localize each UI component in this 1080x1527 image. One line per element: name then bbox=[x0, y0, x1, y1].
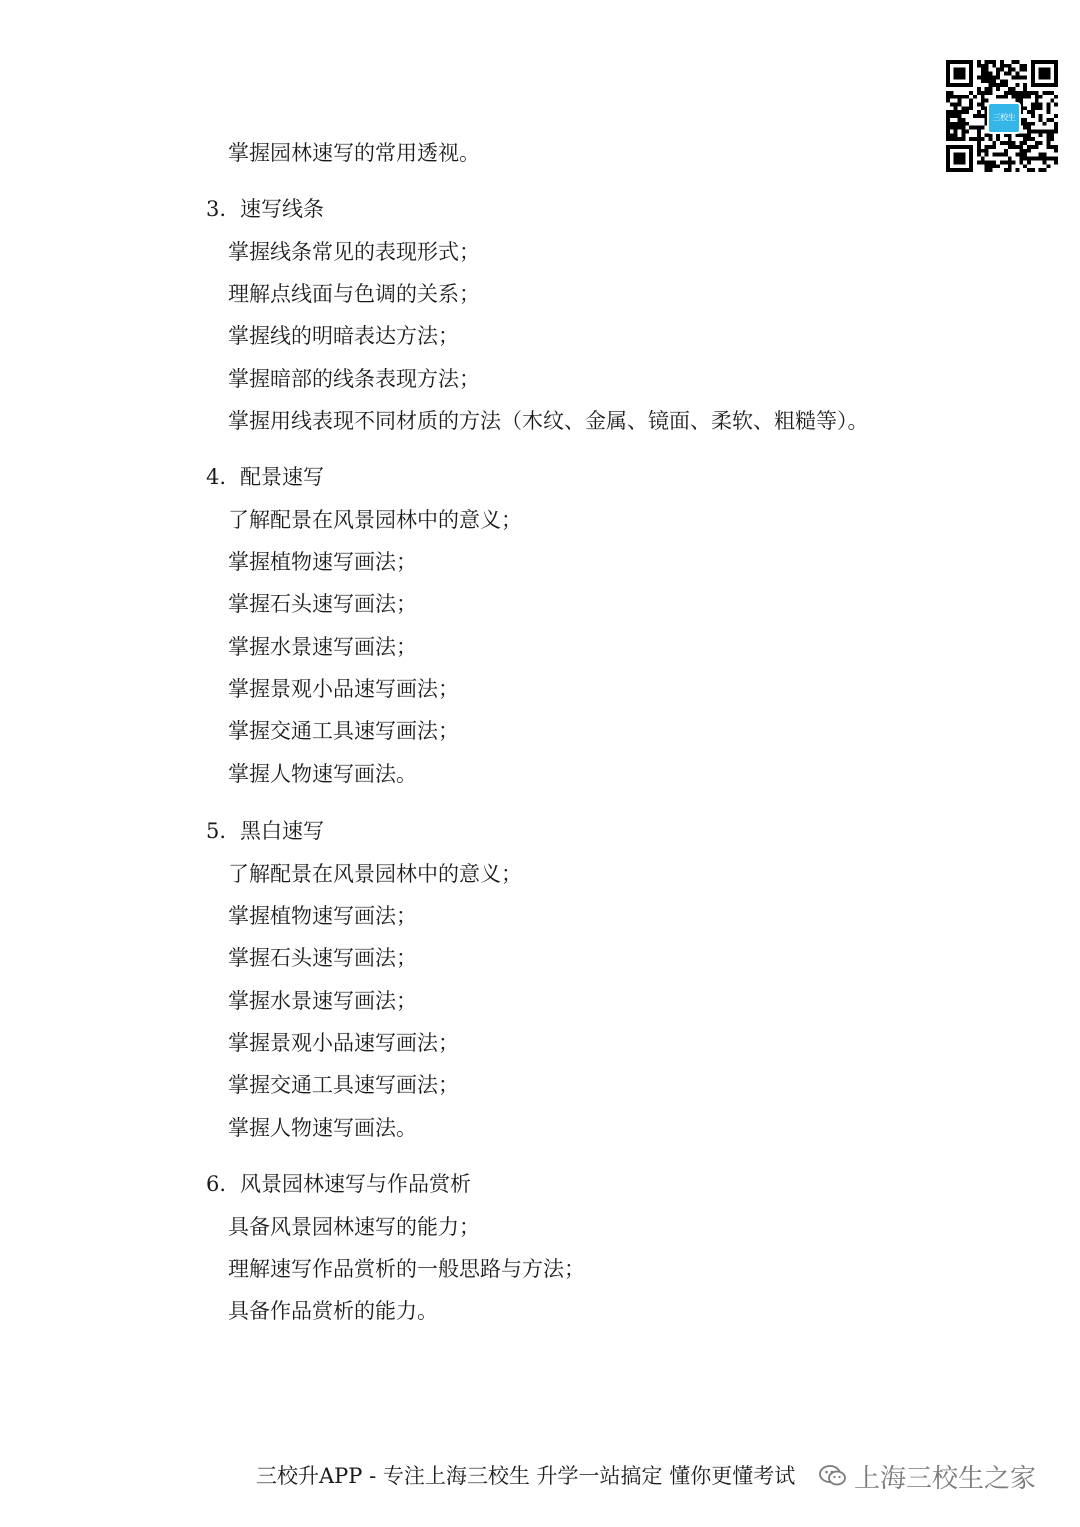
list-item: 掌握石头速写画法； bbox=[228, 946, 417, 970]
page-footer: 三校升APP - 专注上海三校生 升学一站搞定 懂你更懂考试 bbox=[256, 1464, 796, 1488]
section-heading bbox=[206, 195, 324, 223]
list-item: 掌握水景速写画法； bbox=[228, 635, 417, 659]
list-item: 掌握植物速写画法； bbox=[228, 904, 417, 928]
list-item: 理解点线面与色调的关系； bbox=[228, 282, 480, 306]
list-item: 具备风景园林速写的能力； bbox=[228, 1215, 480, 1239]
section-title: 速写线条 bbox=[240, 197, 324, 221]
list-item: 掌握人物速写画法。 bbox=[228, 1116, 417, 1140]
section-heading bbox=[206, 1170, 471, 1198]
watermark-text: 上海三校生之家 bbox=[854, 1463, 1037, 1494]
section-title: 黑白速写 bbox=[240, 819, 324, 843]
qr-code bbox=[946, 60, 1058, 172]
list-item: 掌握景观小品速写画法； bbox=[228, 677, 459, 701]
list-item: 理解速写作品赏析的一般思路与方法； bbox=[228, 1257, 585, 1281]
list-item: 掌握暗部的线条表现方法； bbox=[228, 367, 480, 391]
list-item: 掌握交通工具速写画法； bbox=[228, 1073, 459, 1097]
section-title: 配景速写 bbox=[240, 465, 324, 489]
section-number: 5. bbox=[206, 819, 227, 843]
qr-logo-badge: 三校生 bbox=[987, 102, 1021, 134]
list-item: 掌握景观小品速写画法； bbox=[228, 1031, 459, 1055]
list-item: 了解配景在风景园林中的意义； bbox=[228, 508, 522, 532]
list-item: 掌握水景速写画法； bbox=[228, 989, 417, 1013]
section-number: 6. bbox=[206, 1172, 227, 1196]
section-number: 4. bbox=[206, 465, 227, 489]
list-item: 具备作品赏析的能力。 bbox=[228, 1299, 438, 1323]
section-number: 3. bbox=[206, 197, 227, 221]
section-heading bbox=[206, 817, 324, 845]
list-item: 了解配景在风景园林中的意义； bbox=[228, 862, 522, 886]
list-item: 掌握线的明暗表达方法； bbox=[228, 324, 459, 348]
list-item: 掌握园林速写的常用透视。 bbox=[228, 141, 480, 165]
list-item: 掌握人物速写画法。 bbox=[228, 762, 417, 786]
list-item: 掌握石头速写画法； bbox=[228, 592, 417, 616]
list-item: 掌握用线表现不同材质的方法（木纹、金属、镜面、柔软、粗糙等）。 bbox=[228, 409, 869, 433]
list-item: 掌握交通工具速写画法； bbox=[228, 719, 459, 743]
section-title: 风景园林速写与作品赏析 bbox=[240, 1172, 471, 1196]
watermark bbox=[818, 1458, 1036, 1494]
wechat-icon bbox=[818, 1463, 848, 1489]
list-item: 掌握线条常见的表现形式； bbox=[228, 240, 480, 264]
section-heading bbox=[206, 463, 324, 491]
list-item: 掌握植物速写画法； bbox=[228, 550, 417, 574]
